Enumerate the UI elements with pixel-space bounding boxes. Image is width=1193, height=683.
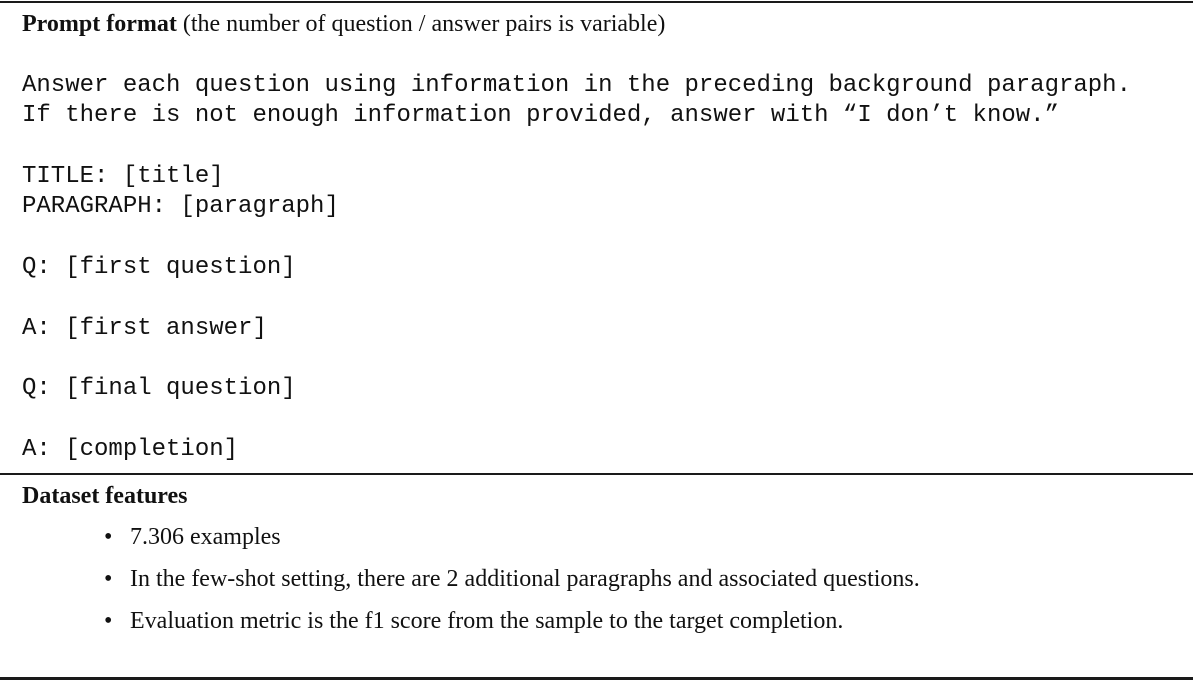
prompt-first-answer-line: A: [first answer]: [22, 315, 267, 342]
dataset-features-title: Dataset features: [22, 483, 188, 509]
bullet-icon: •: [104, 608, 113, 634]
prompt-title-line: TITLE: [title]: [22, 163, 224, 190]
prompt-instruction-line-1: Answer each question using information in the preceding background paragraph.: [22, 72, 1131, 99]
top-rule: [0, 1, 1193, 3]
list-item-text: 7.306 examples: [130, 524, 281, 550]
prompt-format-subtitle: (the number of question / answer pairs is variable): [176, 11, 666, 37]
prompt-format-heading: [22, 9, 665, 39]
prompt-instruction-line-2: If there is not enough information provided, answer with “I don’t know.”: [22, 102, 1059, 129]
bullet-icon: •: [104, 566, 113, 592]
prompt-final-question-line: Q: [final question]: [22, 375, 296, 402]
prompt-paragraph-line: PARAGRAPH: [paragraph]: [22, 193, 339, 220]
list-item: [104, 522, 920, 564]
section-divider-rule: [0, 473, 1193, 475]
dataset-features-list: [104, 522, 920, 648]
list-item: [104, 564, 920, 606]
bottom-rule: [0, 677, 1193, 680]
bullet-icon: •: [104, 524, 113, 550]
prompt-first-question-line: Q: [first question]: [22, 254, 296, 281]
list-item-text: In the few-shot setting, there are 2 additional paragraphs and associated questions.: [130, 566, 920, 592]
list-item: [104, 606, 920, 648]
dataset-features-heading: [22, 481, 188, 511]
list-item-text: Evaluation metric is the f1 score from the sample to the target completion.: [130, 608, 844, 634]
prompt-format-title: Prompt format: [22, 11, 177, 37]
prompt-completion-line: A: [completion]: [22, 436, 239, 463]
